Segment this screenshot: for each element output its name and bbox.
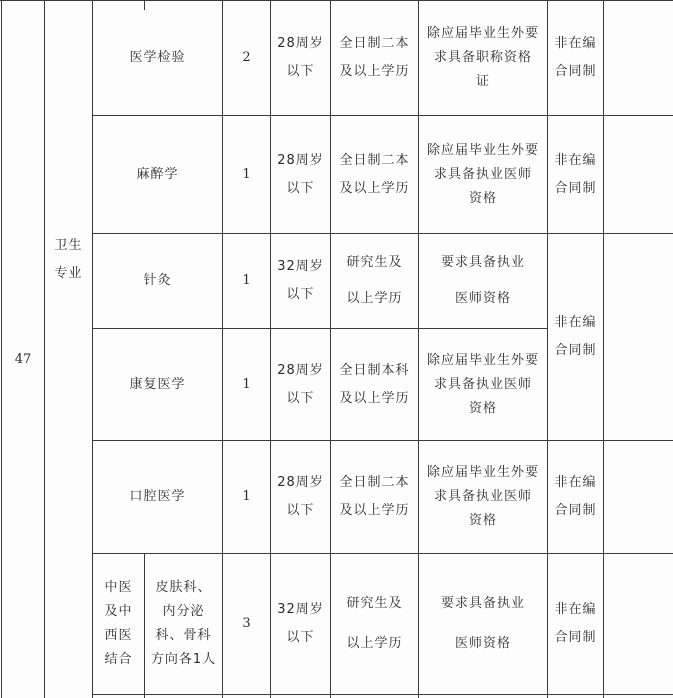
age-cell: 32周岁 以下 <box>277 259 324 302</box>
position-detail-cell: 皮肤科、 内分泌 科、骨科 方向各1人 <box>150 580 217 667</box>
education-cell: 全日制二本 及以上学历 <box>339 475 410 518</box>
education-cell: 研究生及 以上学历 <box>346 596 403 651</box>
requirement-cell: 除应届毕业生外要 求具备执业医师 资格 <box>426 352 539 416</box>
count-cell: 1 <box>242 273 251 288</box>
staffing-cell-merged: 非在编 合同制 <box>554 315 597 358</box>
age-cell: 28周岁 以下 <box>277 36 324 79</box>
requirement-cell: 要求具备执业 医师资格 <box>440 255 525 306</box>
requirement-cell: 除应届毕业生外要 求具备职称资格 证 <box>426 26 539 89</box>
count-cell: 3 <box>242 616 251 631</box>
requirement-cell: 除应届毕业生外要 求具备执业医师 资格 <box>426 142 539 206</box>
position-cell: 针灸 <box>143 273 172 288</box>
position-cell: 医学检验 <box>129 50 186 65</box>
position-group-cell: 中医 及中 西医 结合 <box>104 580 133 667</box>
position-cell: 麻醉学 <box>136 166 179 182</box>
age-cell: 32周岁 以下 <box>277 602 324 645</box>
row-number: 47 <box>14 352 32 367</box>
staffing-cell: 非在编 合同制 <box>554 152 597 196</box>
count-cell: 1 <box>242 489 251 504</box>
position-cell: 康复医学 <box>129 376 186 392</box>
position-cell: 口腔医学 <box>129 489 186 504</box>
age-cell: 28周岁 以下 <box>277 475 324 518</box>
education-cell: 全日制二本 及以上学历 <box>339 36 410 79</box>
education-cell: 全日制本科 及以上学历 <box>339 362 410 406</box>
staffing-cell: 非在编 合同制 <box>554 475 597 518</box>
education-cell: 研究生及 以上学历 <box>346 255 403 306</box>
education-cell: 全日制二本 及以上学历 <box>339 152 410 196</box>
staffing-cell: 非在编 合同制 <box>554 36 597 79</box>
count-cell: 2 <box>242 50 251 65</box>
requirement-cell: 要求具备执业 医师资格 <box>440 596 525 651</box>
staffing-cell: 非在编 合同制 <box>554 602 597 645</box>
count-cell: 1 <box>242 376 251 392</box>
age-cell: 28周岁 以下 <box>277 152 324 196</box>
age-cell: 28周岁 以下 <box>277 362 324 406</box>
requirement-cell: 除应届毕业生外要 求具备执业医师 资格 <box>426 465 539 528</box>
count-cell: 1 <box>242 166 251 182</box>
category-cell: 卫生 专业 <box>54 238 83 281</box>
